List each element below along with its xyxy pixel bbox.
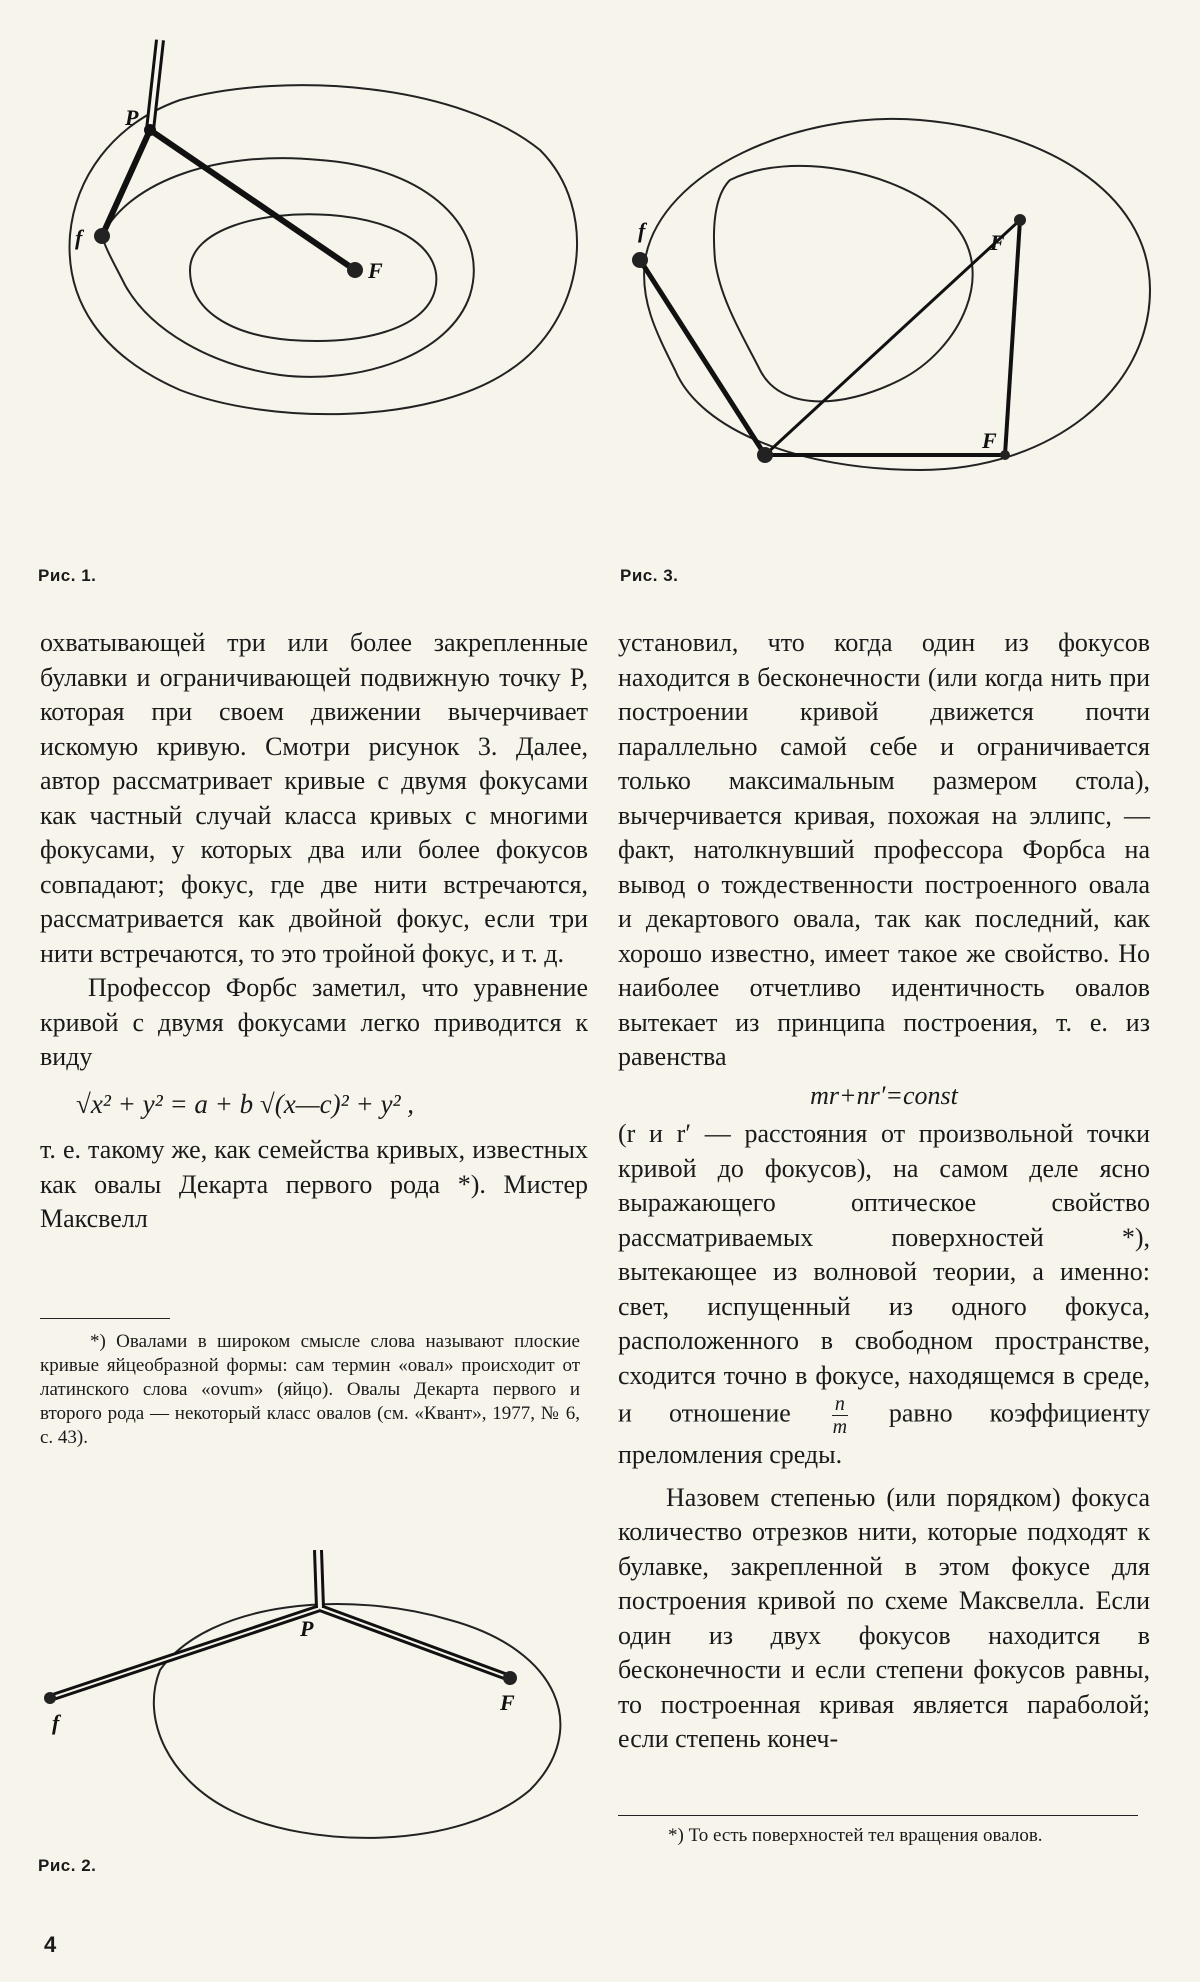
fig3-label-F2: F: [982, 428, 997, 453]
fig1-label-f: f: [75, 225, 83, 250]
n-over-m-fraction: [832, 1393, 848, 1438]
footnote-right: [618, 1824, 1150, 1848]
figure-1: [30, 30, 590, 430]
fig2-label-f: f: [52, 1710, 60, 1735]
fig3-inner-oval: [714, 166, 973, 401]
fig3-point: [757, 447, 773, 463]
footnote-rule-left: [40, 1318, 170, 1319]
figure-3: [620, 110, 1180, 490]
left-para-3: т. е. такому же, как семейства кривых, известных как овалы Декарта первого рода *). Мистер Максвелл: [40, 1135, 588, 1233]
fig3-focus-F1: [1014, 214, 1026, 226]
footnote-left: [40, 1330, 580, 1450]
fig3-caption: Рис. 3.: [620, 566, 679, 585]
fig1-focus-F: [347, 262, 363, 278]
figure-2: [30, 1550, 590, 1850]
fig2-focus-F: [503, 1671, 517, 1685]
fig3-focus-f: [632, 252, 648, 268]
fig1-focus-f: [94, 228, 110, 244]
fig1-point-P: [144, 124, 156, 136]
fig1-label-P: P: [125, 105, 139, 130]
right-para-2a: (r и r′ — расстояния от произвольной точки кривой до фокусов), на самом деле ясно выражающего оптическое свойство рассматриваемых поверхностей *), вытекающее из волновой теории, а именно: свет, испущенный из одного фокуса, расположенного в свободном пространстве, сходится точно в фокусе, находящемся в среде, и отношение: [618, 1119, 1150, 1428]
left-column: [40, 626, 588, 1237]
footnote-right-text: *) То есть поверхностей тел вращения овалов.: [668, 1825, 1043, 1846]
fig3-label-F1: F: [990, 230, 1005, 255]
fig3-label-f: f: [638, 218, 646, 243]
right-para-2b: равно коэффициенту преломления среды.: [618, 1398, 1151, 1469]
footnote-left-text: *) Овалами в широком смысле слова называют плоские кривые яйцеобразной формы: сам термин «овал» происходит от латинского слова «ovum» (яйцо). Овалы Декарта первого и второго рода — некоторый класс овалов (см. «Квант», 1977, № 6, с. 43).: [40, 1331, 580, 1448]
left-para-2: Профессор Форбс заметил, что уравнение кривой с двумя фокусами легко приводится к виду: [40, 973, 588, 1071]
fraction-denominator: m: [832, 1416, 848, 1438]
fig2-caption: Рис. 2.: [38, 1856, 97, 1875]
fig1-inner-oval: [190, 214, 436, 341]
page-number: 4: [44, 1932, 57, 1957]
fig2-label-P: P: [300, 1616, 314, 1641]
fig1-label-F: F: [368, 258, 383, 283]
fig2-label-F: F: [500, 1690, 515, 1715]
footnote-rule-right: [618, 1815, 1138, 1816]
right-para-1: установил, что когда один из фокусов находится в бесконечности (или когда нить при построении кривой движется почти параллельно самой себе и ограничивается только максимальным размером стола), вычерчивается кривая, похожая на эллипс, — факт, натолкнувший профессора Форбса на вывод о тождественности построенного овала и декартового овала, так как последний, как хорошо известно, имеет такое же свойство. Но наиболее отчетливо идентичность овалов вытекает из принципа построения, т. е. из равенства: [618, 628, 1150, 1071]
fig1-middle-oval: [102, 158, 474, 377]
fraction-numerator: n: [832, 1393, 848, 1416]
right-column: [618, 626, 1150, 1757]
right-para-2: [618, 1117, 1150, 1473]
fig3-outer-oval: [644, 119, 1150, 470]
fig2-focus-f: [44, 1692, 56, 1704]
left-formula: √x² + y² = a + b √(x—c)² + y² ,: [76, 1088, 415, 1119]
right-para-3: Назовем степенью (или порядком) фокуса количество отрезков нити, которые подходят к булавке, закрепленной в этом фокусе для построения кривой по схеме Максвелла. Если один из двух фокусов находится в бесконечности и если степени фокусов равны, то построенная кривая является параболой; если степень конеч-: [618, 1482, 1150, 1753]
fig3-focus-F2: [1000, 450, 1010, 460]
right-formula: mr+nr′=const: [810, 1080, 958, 1110]
fig1-string: [102, 130, 355, 270]
fig1-caption: Рис. 1.: [38, 566, 97, 585]
left-para-1: охватывающей три или более закрепленные булавки и ограничивающей подвижную точку P, которая при своем движении вычерчивает искомую кривую. Смотри рисунок 3. Далее, автор рассматривает кривые с двумя фокусами как частный случай класса кривых с многими фокусами, у которых два или более фокусов совпадают; фокус, где две нити встречаются, рассматривается как двойной фокус, если три нити встречаются, то это тройной фокус, и т. д.: [40, 628, 588, 968]
